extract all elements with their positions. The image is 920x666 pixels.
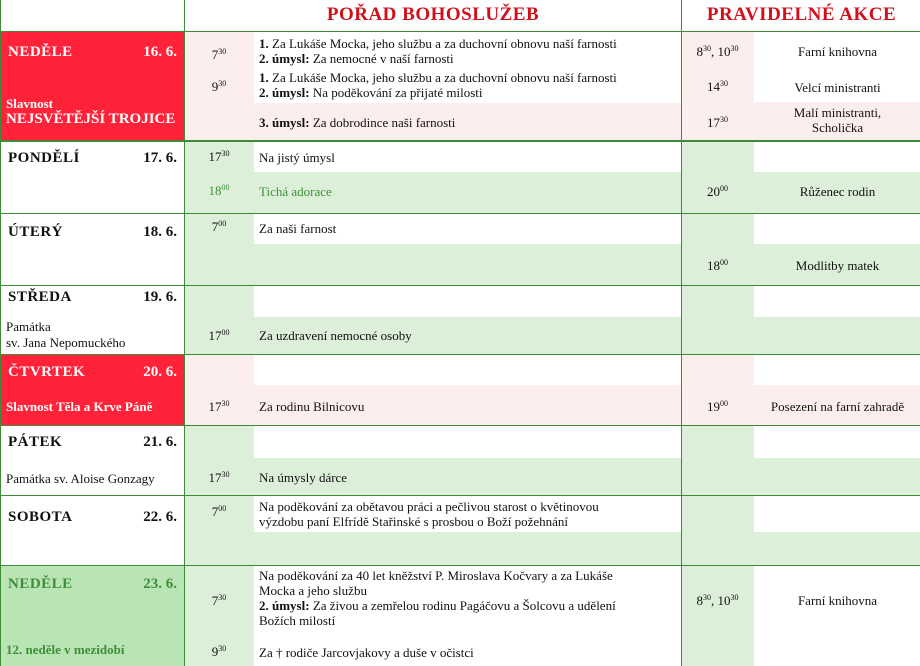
header-empty-cell <box>0 0 185 32</box>
mass-intention: Za † rodiče Jarcovjakovy a duše v očistci <box>259 645 474 660</box>
services-friday <box>184 425 682 496</box>
day-name: NEDĚLE <box>8 44 73 60</box>
mass-intention: Na poděkování za obětavou práci a pečlivou starost o květinovou výzdobu paní Elfrídě Stařinské s prosbou o Boží požehnání <box>259 499 599 529</box>
day-sunday-16 <box>0 31 185 141</box>
mass-time: $17^{30}$ <box>208 470 230 485</box>
events-saturday <box>681 495 920 566</box>
services-wednesday <box>184 285 682 355</box>
mass-time: $7^{30}$ <box>211 47 227 62</box>
mass-time: $18^{00}$ <box>208 183 230 198</box>
services-thursday <box>184 354 682 426</box>
event-name: Posezení na farní zahradě <box>770 399 905 414</box>
day-date: 20. 6. <box>143 364 177 380</box>
day-date: 18. 6. <box>143 224 177 240</box>
day-name: STŘEDA <box>8 289 72 305</box>
mass-intention: Na úmysly dárce <box>259 470 348 485</box>
event-name: Modlitby matek <box>795 258 880 273</box>
day-wednesday <box>0 285 185 355</box>
day-date: 22. 6. <box>143 509 177 525</box>
event-name: Velcí ministranti <box>794 80 881 95</box>
event-name: Farní knihovna <box>797 44 878 59</box>
day-friday <box>0 425 185 496</box>
events-sunday-16 <box>681 31 920 141</box>
day-date: 23. 6. <box>143 576 177 592</box>
services-header: POŘAD BOHOSLUŽEB <box>184 0 682 32</box>
feast-name: NEJSVĚTĚJŠÍ TROJICE <box>6 111 176 127</box>
event-time: $8^{30}$, $10^{30}$ <box>696 44 739 59</box>
events-tuesday <box>681 213 920 286</box>
day-name: NEDĚLE <box>8 576 73 592</box>
event-name: Malí ministranti, Scholička <box>793 105 882 135</box>
day-name: ÚTERÝ <box>8 224 64 240</box>
day-name: PÁTEK <box>8 434 63 450</box>
mass-time: $17^{00}$ <box>208 328 230 343</box>
day-name: ČTVRTEK <box>8 364 86 380</box>
mass-time: $7^{00}$ <box>211 504 227 519</box>
mass-time: $7^{00}$ <box>211 219 227 234</box>
mass-intention: Za rodinu Bilnicovu <box>259 399 365 414</box>
services-tuesday <box>184 213 682 286</box>
events-header: PRAVIDELNÉ AKCE <box>681 0 920 32</box>
event-time: $18^{00}$ <box>707 258 728 273</box>
mass-time: $9^{30}$ <box>211 644 227 659</box>
events-sunday-23 <box>681 565 920 666</box>
mass-intention: 1. Za Lukáše Mocka, jeho službu a za duchovní obnovu naší farnosti 2. úmysl: Na poděkování za přijaté milosti <box>259 70 617 100</box>
day-tuesday <box>0 213 185 286</box>
event-time: $14^{30}$ <box>707 79 728 94</box>
adoration: Tichá adorace <box>259 184 332 199</box>
mass-intention: Na jistý úmysl <box>259 150 335 165</box>
events-friday <box>681 425 920 496</box>
day-name: PONDĚLÍ <box>8 150 80 166</box>
mass-time: $9^{30}$ <box>211 79 227 94</box>
mass-intention: 1. Za Lukáše Mocka, jeho službu a za duchovní obnovu naší farnosti 2. úmysl: Za nemocné v naší farnosti <box>259 36 617 66</box>
mass-intention: 3. úmysl: Za dobrodince naši farnosti <box>259 115 456 130</box>
events-thursday <box>681 354 920 426</box>
day-monday <box>0 141 185 214</box>
event-time: $19^{00}$ <box>707 399 728 414</box>
events-wednesday <box>681 285 920 355</box>
event-name: Růženec rodin <box>799 184 876 199</box>
mass-time: $17^{30}$ <box>208 399 230 414</box>
mass-time: $17^{30}$ <box>208 149 230 164</box>
day-saturday <box>0 495 185 566</box>
feast-name: 12. neděle v mezidobí <box>6 642 125 657</box>
day-date: 21. 6. <box>143 434 177 450</box>
events-monday <box>681 141 920 214</box>
day-sunday-23 <box>0 565 185 666</box>
event-time: $17^{30}$ <box>707 115 728 130</box>
day-name: SOBOTA <box>8 509 73 525</box>
day-date: 19. 6. <box>143 289 177 305</box>
mass-intention: Za uzdravení nemocné osoby <box>259 328 412 343</box>
feast-name: Památka sv. Aloise Gonzagy <box>6 471 155 486</box>
feast-name: Slavnost Těla a Krve Páně <box>6 399 153 414</box>
mass-time: $7^{30}$ <box>211 593 227 608</box>
mass-intention: Na poděkování za 40 let kněžství P. Miroslava Kočvary a za Lukáše Mocka a jeho službu 2. úmysl: Za živou a zemřelou rodinu Pagáčovu a Šolcovu a udělení Božích milostí <box>259 568 616 628</box>
day-date: 17. 6. <box>143 150 177 166</box>
services-saturday <box>184 495 682 566</box>
services-monday <box>184 141 682 214</box>
day-date: 16. 6. <box>143 44 177 60</box>
feast-label: Památka <box>6 319 51 334</box>
event-time: $8^{30}$, $10^{30}$ <box>696 593 739 608</box>
mass-intention: Za naši farnost <box>259 221 337 236</box>
feast-label: Slavnost <box>6 96 53 111</box>
feast-name: sv. Jana Nepomuckého <box>6 335 126 350</box>
day-thursday <box>0 354 185 426</box>
event-name: Farní knihovna <box>797 593 878 608</box>
event-time: $20^{00}$ <box>707 184 728 199</box>
services-sunday-16 <box>184 31 682 141</box>
services-sunday-23 <box>184 565 682 666</box>
